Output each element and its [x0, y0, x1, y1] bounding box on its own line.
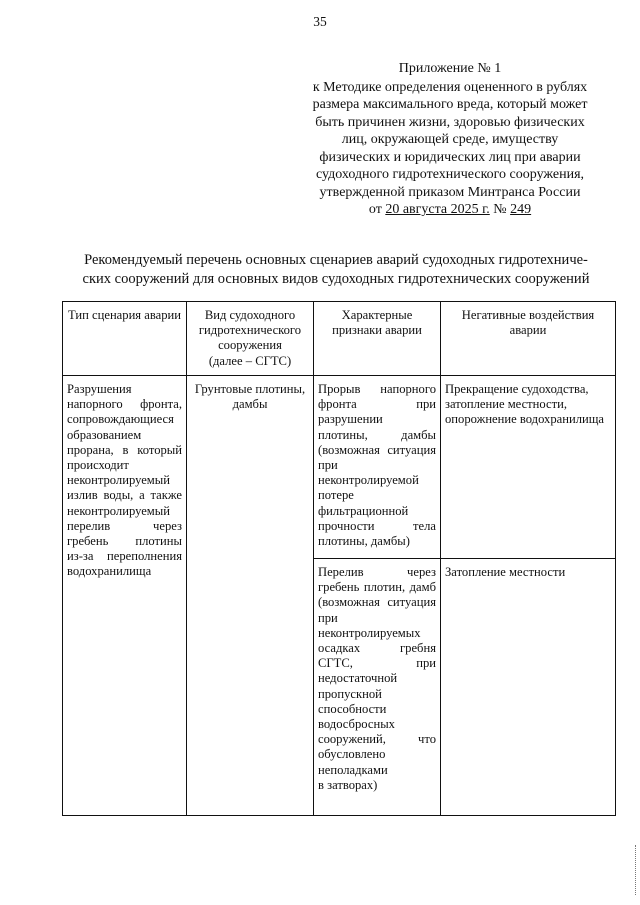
features-line: Перелив через: [318, 565, 436, 579]
appendix-line: утвержденной приказом Минтранса России: [319, 184, 581, 200]
scenario-type-line: из-за переполнения: [67, 549, 182, 564]
features-line: плотины, дамбы): [318, 534, 410, 549]
scenario-type-line: гребень плотины: [67, 534, 182, 549]
impacts-line: Затопление местности: [445, 565, 566, 579]
impacts-line: затопление местности,: [445, 397, 568, 412]
scenario-type-line: Разрушения: [67, 382, 132, 396]
appendix-block: [300, 60, 600, 219]
impacts-line: Прекращение судоходства,: [445, 382, 589, 396]
appendix-title: Приложение № 1: [398, 61, 502, 76]
header-line: аварии: [509, 323, 547, 338]
scenario-type-line: излив воды, а также: [67, 488, 182, 503]
table-row: [63, 376, 616, 559]
order-date: 20 августа 2025 г.: [385, 202, 490, 217]
header-line: Тип сценария аварии: [68, 308, 181, 322]
impacts-line: опорожнение водохранилища: [445, 412, 605, 427]
scenario-type-line: сопровождающиеся: [67, 412, 174, 427]
appendix-line: судоходного гидротехнического сооружения,: [315, 167, 585, 182]
features-line: неконтролируемых: [318, 625, 421, 640]
header-line: признаки аварии: [332, 323, 422, 338]
appendix-line: к Методике определения оцененного в рублях: [312, 79, 588, 95]
appendix-line: лиц, окружающей среде, имуществу: [341, 132, 559, 147]
features-line: обусловлено: [318, 747, 386, 762]
features-line: (возможная ситуация: [318, 595, 436, 610]
features-line: при: [318, 610, 338, 625]
cell-impacts-1: [441, 376, 616, 559]
order-number: 249: [510, 202, 532, 217]
features-line: неполадками: [318, 762, 388, 777]
scenario-type-line: неконтролируемый: [67, 503, 170, 518]
features-line: способности: [318, 701, 387, 716]
features-line: потере: [318, 488, 354, 503]
header-line: Характерные: [341, 308, 413, 322]
features-line: гребень плотин, дамб: [318, 580, 436, 595]
scenario-type-line: напорного фронта,: [67, 397, 182, 412]
header-line: (далее – СГТС): [208, 353, 292, 368]
cell-features-2: [314, 559, 441, 816]
features-line: фильтрационной: [318, 503, 409, 518]
scenario-type-line: образованием: [67, 427, 142, 442]
scenario-type-line: водохранилища: [67, 564, 152, 579]
header-scenario-type: [63, 302, 187, 376]
features-line: Прорыв напорного: [318, 382, 436, 396]
date-prefix: от: [368, 202, 382, 217]
header-line: Негативные воздействия: [461, 308, 595, 322]
header-line: Вид судоходного: [204, 308, 296, 322]
scenarios-table: [62, 301, 616, 816]
scenario-type-line: перелив через: [67, 518, 182, 533]
structure-type-line: Грунтовые плотины,: [194, 382, 306, 396]
scenario-type-line: неконтролируемый: [67, 473, 170, 488]
structure-type-line: дамбы: [232, 397, 268, 412]
features-line: СГТС, при: [318, 656, 436, 671]
page-number: 35: [313, 14, 327, 29]
features-line: осадках гребня: [318, 641, 436, 656]
features-line: при: [318, 458, 338, 473]
header-line: гидротехнического: [198, 323, 302, 338]
features-line: неконтролируемой: [318, 473, 419, 488]
features-line: (возможная ситуация: [318, 442, 436, 457]
features-line: недостаточной: [318, 671, 398, 686]
features-line: фронта при: [318, 397, 436, 412]
number-prefix: №: [493, 202, 507, 217]
features-line: в затворах): [318, 777, 378, 792]
margin-mark: [635, 845, 638, 895]
header-impacts: [441, 302, 616, 376]
features-line: сооружений, что: [318, 732, 436, 747]
features-line: разрушении: [318, 412, 383, 427]
scenario-type-line: прорана, в который: [67, 442, 182, 457]
features-line: прочности тела: [318, 518, 436, 533]
heading-line: Рекомендуемый перечень основных сценариев аварий судоходных гидротехниче-: [84, 252, 588, 268]
cell-scenario-type: [63, 376, 187, 816]
cell-impacts-2: [441, 559, 616, 816]
features-line: водосбросных: [318, 717, 395, 732]
header-features: [314, 302, 441, 376]
cell-features-1: [314, 376, 441, 559]
header-line: сооружения: [218, 338, 282, 353]
table-header-row: [63, 302, 616, 376]
appendix-line: физических и юридических лиц при аварии: [319, 149, 581, 165]
header-structure-type: [187, 302, 314, 376]
appendix-line: быть причинен жизни, здоровью физических: [315, 114, 585, 130]
heading-line: ских сооружений для основных видов судоходных гидротехнических сооружений: [82, 270, 590, 287]
appendix-order-line: [300, 201, 600, 219]
scenario-type-line: происходит: [67, 458, 129, 473]
appendix-line: размера максимального вреда, который может: [312, 97, 588, 112]
features-line: плотины, дамбы: [318, 427, 436, 442]
cell-structure-type: [187, 376, 314, 816]
document-heading: [58, 251, 614, 288]
features-line: пропускной: [318, 686, 382, 701]
